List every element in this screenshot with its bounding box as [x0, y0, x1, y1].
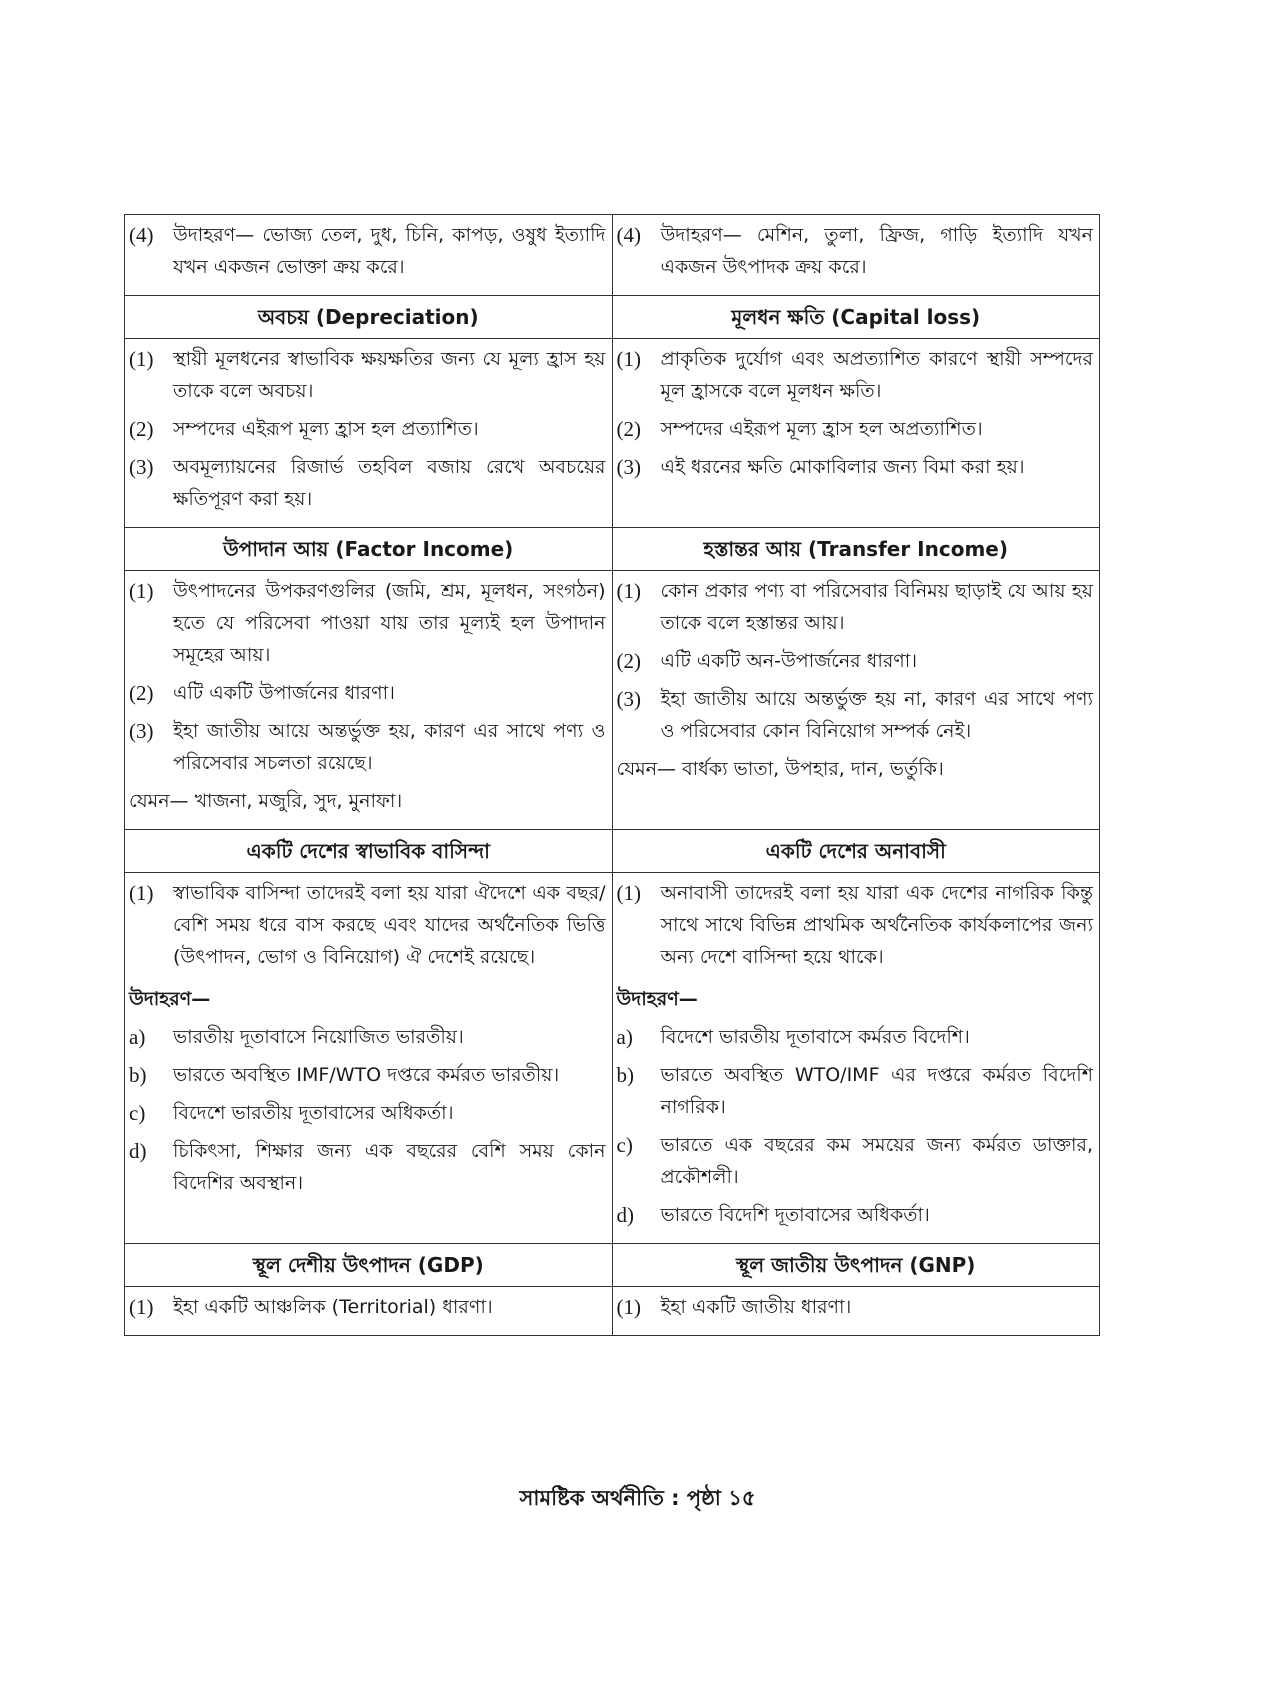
item-text: ইহা জাতীয় আয়ে অন্তর্ভুক্ত হয় না, কারণ এর সাথে পণ্য ও পরিসেবার কোন বিনিয়োগ সম্পর্ক নেই। [660, 688, 1093, 742]
example-item [129, 1059, 606, 1091]
point-item [617, 343, 1094, 407]
left-section-title: স্থূল দেশীয় উৎপাদন (GDP) [125, 1244, 613, 1287]
item-number: d) [129, 1139, 147, 1163]
item-text: কোন প্রকার পণ্য বা পরিসেবার বিনিময় ছাড়াই যে আয় হয় তাকে বলে হস্তান্তর আয়। [660, 580, 1093, 634]
item-number: a) [129, 1025, 146, 1049]
item-number: (4) [129, 223, 154, 247]
item-number: b) [129, 1063, 147, 1087]
right-section-title: হস্তান্তর আয় (Transfer Income) [612, 528, 1100, 571]
comparison-table [124, 214, 1100, 1336]
item-text: প্রাকৃতিক দুর্যোগ এবং অপ্রত্যাশিত কারণে স্থায়ী সম্পদের মূল হ্রাসকে বলে মূলধন ক্ষতি। [660, 348, 1093, 402]
point-item [617, 413, 1094, 445]
item-number: (2) [129, 417, 154, 441]
item-number: (3) [129, 719, 154, 743]
item-text: অবমূল্যায়নের রিজার্ভ তহবিল বজায় রেখে অবচয়ের ক্ষতিপূরণ করা হয়। [173, 456, 606, 510]
item-number: (1) [616, 1295, 641, 1319]
example-item [617, 1021, 1094, 1053]
right-cell [612, 1287, 1100, 1336]
table-body [125, 215, 1100, 1336]
example-item [617, 1059, 1094, 1123]
right-section-title: স্থূল জাতীয় উৎপাদন (GNP) [612, 1244, 1100, 1287]
example-note: যেমন— বার্ধক্য ভাতা, উপহার, দান, ভর্তুকি। [616, 758, 944, 780]
right-cell [612, 215, 1100, 296]
item-text: স্বাভাবিক বাসিন্দা তাদেরই বলা হয় যারা ঐদেশে এক বছর/বেশি সময় ধরে বাস করছে এবং যাদের অর্থনৈতিক ভিত্তি (উৎপাদন, ভোগ ও বিনিয়োগ) ঐ দেশেই রয়েছে। [173, 882, 606, 968]
left-cell [125, 215, 613, 296]
item-text: উদাহরণ— মেশিন, তুলা, ফ্রিজ, গাড়ি ইত্যাদি যখন একজন উৎপাদক ক্রয় করে। [660, 224, 1093, 278]
item-number: (1) [129, 347, 154, 371]
item-number: (3) [616, 687, 641, 711]
example-item [129, 1097, 606, 1129]
left-cell [125, 1287, 613, 1336]
point-item [129, 715, 606, 779]
example-label: উদাহরণ— [616, 988, 698, 1010]
left-cell [125, 571, 613, 830]
example-item [617, 1199, 1094, 1231]
item-text: সম্পদের এইরূপ মূল্য হ্রাস হল প্রত্যাশিত। [173, 418, 479, 440]
item-number: b) [616, 1063, 634, 1087]
example-label: উদাহরণ— [129, 988, 211, 1010]
item-text: এটি একটি অন-উপার্জনের ধারণা। [660, 650, 918, 672]
item-number: (4) [616, 223, 641, 247]
item-text: বিদেশে ভারতীয় দূতাবাসে কর্মরত বিদেশি। [660, 1026, 970, 1048]
item-text: ভারতে অবস্থিত IMF/WTO দপ্তরে কর্মরত ভারতীয়। [173, 1064, 560, 1086]
item-text: এই ধরনের ক্ষতি মোকাবিলার জন্য বিমা করা হয়। [660, 456, 1025, 478]
example-note: যেমন— খাজনা, মজুরি, সুদ, মুনাফা। [129, 790, 403, 812]
item-text: এটি একটি উপার্জনের ধারণা। [173, 682, 395, 704]
point-item [129, 677, 606, 709]
section-header-row [125, 830, 1100, 873]
item-text: ইহা একটি আঞ্চলিক (Territorial) ধারণা। [173, 1296, 493, 1318]
item-number: (1) [616, 347, 641, 371]
item-number: d) [616, 1203, 634, 1227]
point-item [617, 219, 1094, 283]
item-text: ইহা একটি জাতীয় ধারণা। [660, 1296, 852, 1318]
example-item [129, 1135, 606, 1199]
item-text: ইহা জাতীয় আয়ে অন্তর্ভুক্ত হয়, কারণ এর সাথে পণ্য ও পরিসেবার সচলতা রয়েছে। [173, 720, 606, 774]
item-number: (1) [129, 579, 154, 603]
point-item [617, 683, 1094, 747]
item-text: ভারতীয় দূতাবাসে নিয়োজিত ভারতীয়। [173, 1026, 464, 1048]
point-item [129, 877, 606, 973]
point-item [129, 1291, 606, 1323]
item-number: c) [616, 1133, 633, 1157]
item-number: (2) [616, 417, 641, 441]
item-text: চিকিৎসা, শিক্ষার জন্য এক বছরের বেশি সময় কোন বিদেশির অবস্থান। [173, 1140, 606, 1194]
item-number: (2) [616, 649, 641, 673]
left-section-title: উপাদান আয় (Factor Income) [125, 528, 613, 571]
right-cell [612, 873, 1100, 1244]
item-number: (1) [616, 881, 641, 905]
section-body-row [125, 1287, 1100, 1336]
table-row [125, 215, 1100, 296]
item-number: (3) [129, 455, 154, 479]
item-text: অনাবাসী তাদেরই বলা হয় যারা এক দেশের নাগরিক কিন্তু সাথে সাথে বিভিন্ন প্রাথমিক অর্থনৈতিক কার্যকলাপের জন্য অন্য দেশে বাসিন্দা হয়ে থাকে। [660, 882, 1093, 968]
item-text: ভারতে অবস্থিত WTO/IMF এর দপ্তরে কর্মরত বিদেশি নাগরিক। [660, 1064, 1093, 1118]
left-section-title: একটি দেশের স্বাভাবিক বাসিন্দা [125, 830, 613, 873]
item-number: (1) [616, 579, 641, 603]
item-text: বিদেশে ভারতীয় দূতাবাসের অধিকর্তা। [173, 1102, 454, 1124]
right-cell [612, 571, 1100, 830]
item-text: উৎপাদনের উপকরণগুলির (জমি, শ্রম, মূলধন, সংগঠন) হতে যে পরিসেবা পাওয়া যায় তার মূল্যই হল উপাদান সমূহের আয়। [173, 580, 606, 666]
item-number: (2) [129, 681, 154, 705]
right-section-title: একটি দেশের অনাবাসী [612, 830, 1100, 873]
item-number: c) [129, 1101, 146, 1125]
point-item [129, 219, 606, 283]
example-item [617, 1129, 1094, 1193]
item-number: (1) [129, 881, 154, 905]
left-section-title: অবচয় (Depreciation) [125, 296, 613, 339]
point-item [129, 413, 606, 445]
point-item [617, 451, 1094, 483]
section-header-row [125, 1244, 1100, 1287]
example-item [129, 1021, 606, 1053]
item-number: (3) [616, 455, 641, 479]
point-item [617, 1291, 1094, 1323]
page-footer: সামষ্টিক অর্থনীতি : পৃষ্ঠা ১৫ [519, 1486, 756, 1510]
item-number: (1) [129, 1295, 154, 1319]
item-text: ভারতে বিদেশি দূতাবাসের অধিকর্তা। [660, 1204, 930, 1226]
item-number: a) [616, 1025, 633, 1049]
point-item [129, 451, 606, 515]
point-item [129, 343, 606, 407]
section-body-row [125, 339, 1100, 528]
item-text: সম্পদের এইরূপ মূল্য হ্রাস হল অপ্রত্যাশিত। [660, 418, 983, 440]
right-section-title: মূলধন ক্ষতি (Capital loss) [612, 296, 1100, 339]
right-cell [612, 339, 1100, 528]
point-item [129, 575, 606, 671]
item-text: ভারতে এক বছরের কম সময়ের জন্য কর্মরত ডাক্তার, প্রকৌশলী। [660, 1134, 1093, 1188]
section-body-row [125, 571, 1100, 830]
point-item [617, 575, 1094, 639]
point-item [617, 877, 1094, 973]
left-cell [125, 339, 613, 528]
item-text: স্থায়ী মূলধনের স্বাভাবিক ক্ষয়ক্ষতির জন্য যে মূল্য হ্রাস হয় তাকে বলে অবচয়। [173, 348, 606, 402]
section-header-row [125, 528, 1100, 571]
point-item [617, 645, 1094, 677]
section-body-row [125, 873, 1100, 1244]
left-cell [125, 873, 613, 1244]
item-text: উদাহরণ— ভোজ্য তেল, দুধ, চিনি, কাপড়, ওষুধ ইত্যাদি যখন একজন ভোক্তা ক্রয় করে। [173, 224, 606, 278]
section-header-row [125, 296, 1100, 339]
